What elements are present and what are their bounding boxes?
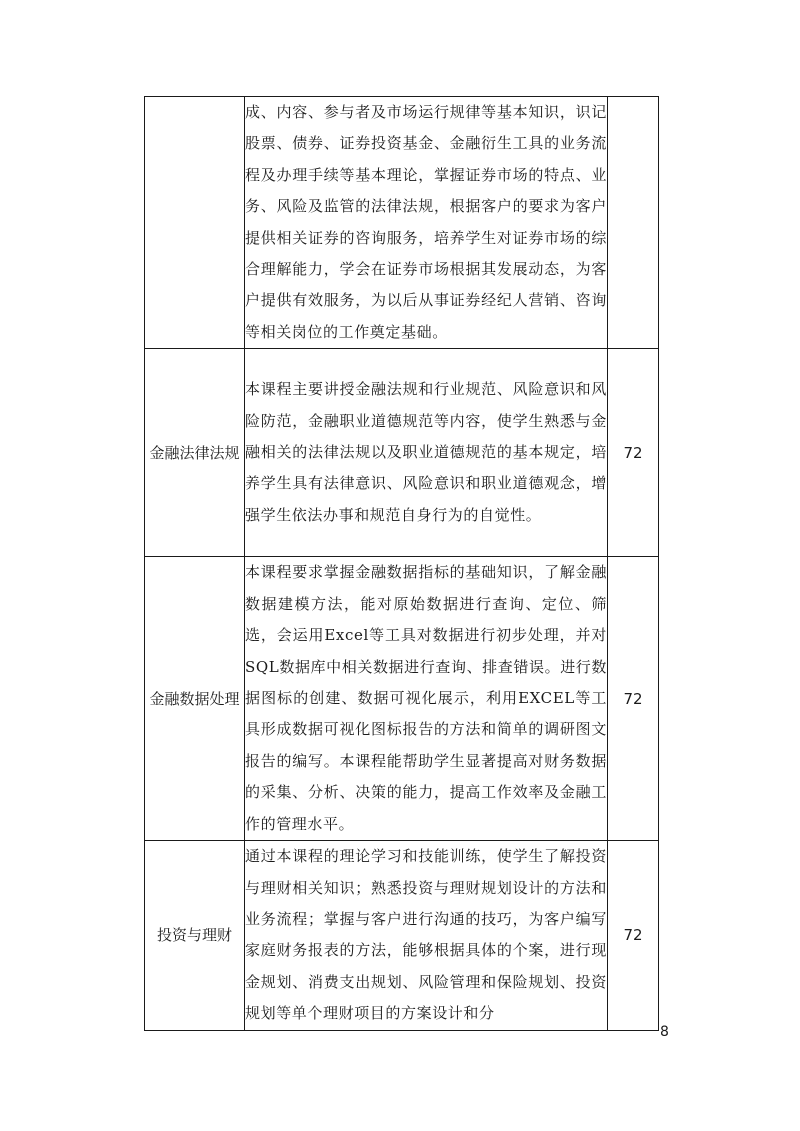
course-hours-cell: 72 — [608, 841, 659, 1030]
table-row — [145, 841, 659, 1030]
course-table — [144, 96, 659, 1031]
course-description-cell: 本课程主要讲授金融法规和行业规范、风险意识和风险防范，金融职业道德规范等内容，使学生熟悉与金融相关的法律法规以及职业道德规范的基本规定，培养学生具有法律意识、风险意识和职业道德观念，增强学生依法办事和规范自身行为的自觉性。 — [245, 349, 608, 557]
course-description-cell: 成、内容、参与者及市场运行规律等基本知识，识记股票、债券、证券投资基金、金融衍生工具的业务流程及办理手续等基本理论，掌握证券市场的特点、业务、风险及监管的法律法规，根据客户的要求为客户提供相关证券的咨询服务，培养学生对证券市场的综合理解能力，学会在证券市场根据其发展动态，为客户提供有效服务，为以后从事证券经纪人营销、咨询等相关岗位的工作奠定基础。 — [245, 97, 608, 349]
course-hours-cell: 72 — [608, 557, 659, 841]
table-row — [145, 349, 659, 557]
table-row — [145, 557, 659, 841]
course-name-cell: 金融法律法规 — [145, 349, 245, 557]
course-description-cell: 本课程要求掌握金融数据指标的基础知识，了解金融数据建模方法，能对原始数据进行查询、定位、筛选，会运用Excel等工具对数据进行初步处理，并对SQL数据库中相关数据进行查询、排查错误。进行数据图标的创建、数据可视化展示，利用EXCEL等工具形成数据可视化图标报告的方法和简单的调研图文报告的编写。本课程能帮助学生显著提高对财务数据的采集、分析、决策的能力，提高工作效率及金融工作的管理水平。 — [245, 557, 608, 841]
course-description-cell: 通过本课程的理论学习和技能训练，使学生了解投资与理财相关知识；熟悉投资与理财规划设计的方法和业务流程；掌握与客户进行沟通的技巧，为客户编写家庭财务报表的方法，能够根据具体的个案，进行现金规划、消费支出规划、风险管理和保险规划、投资规划等单个理财项目的方案设计和分 — [245, 841, 608, 1030]
page-number: 8 — [660, 1024, 669, 1040]
course-hours-cell — [608, 97, 659, 349]
course-name-cell: 金融数据处理 — [145, 557, 245, 841]
course-hours-cell: 72 — [608, 349, 659, 557]
course-name-cell: 投资与理财 — [145, 841, 245, 1030]
course-name-cell — [145, 97, 245, 349]
table-row — [145, 97, 659, 349]
